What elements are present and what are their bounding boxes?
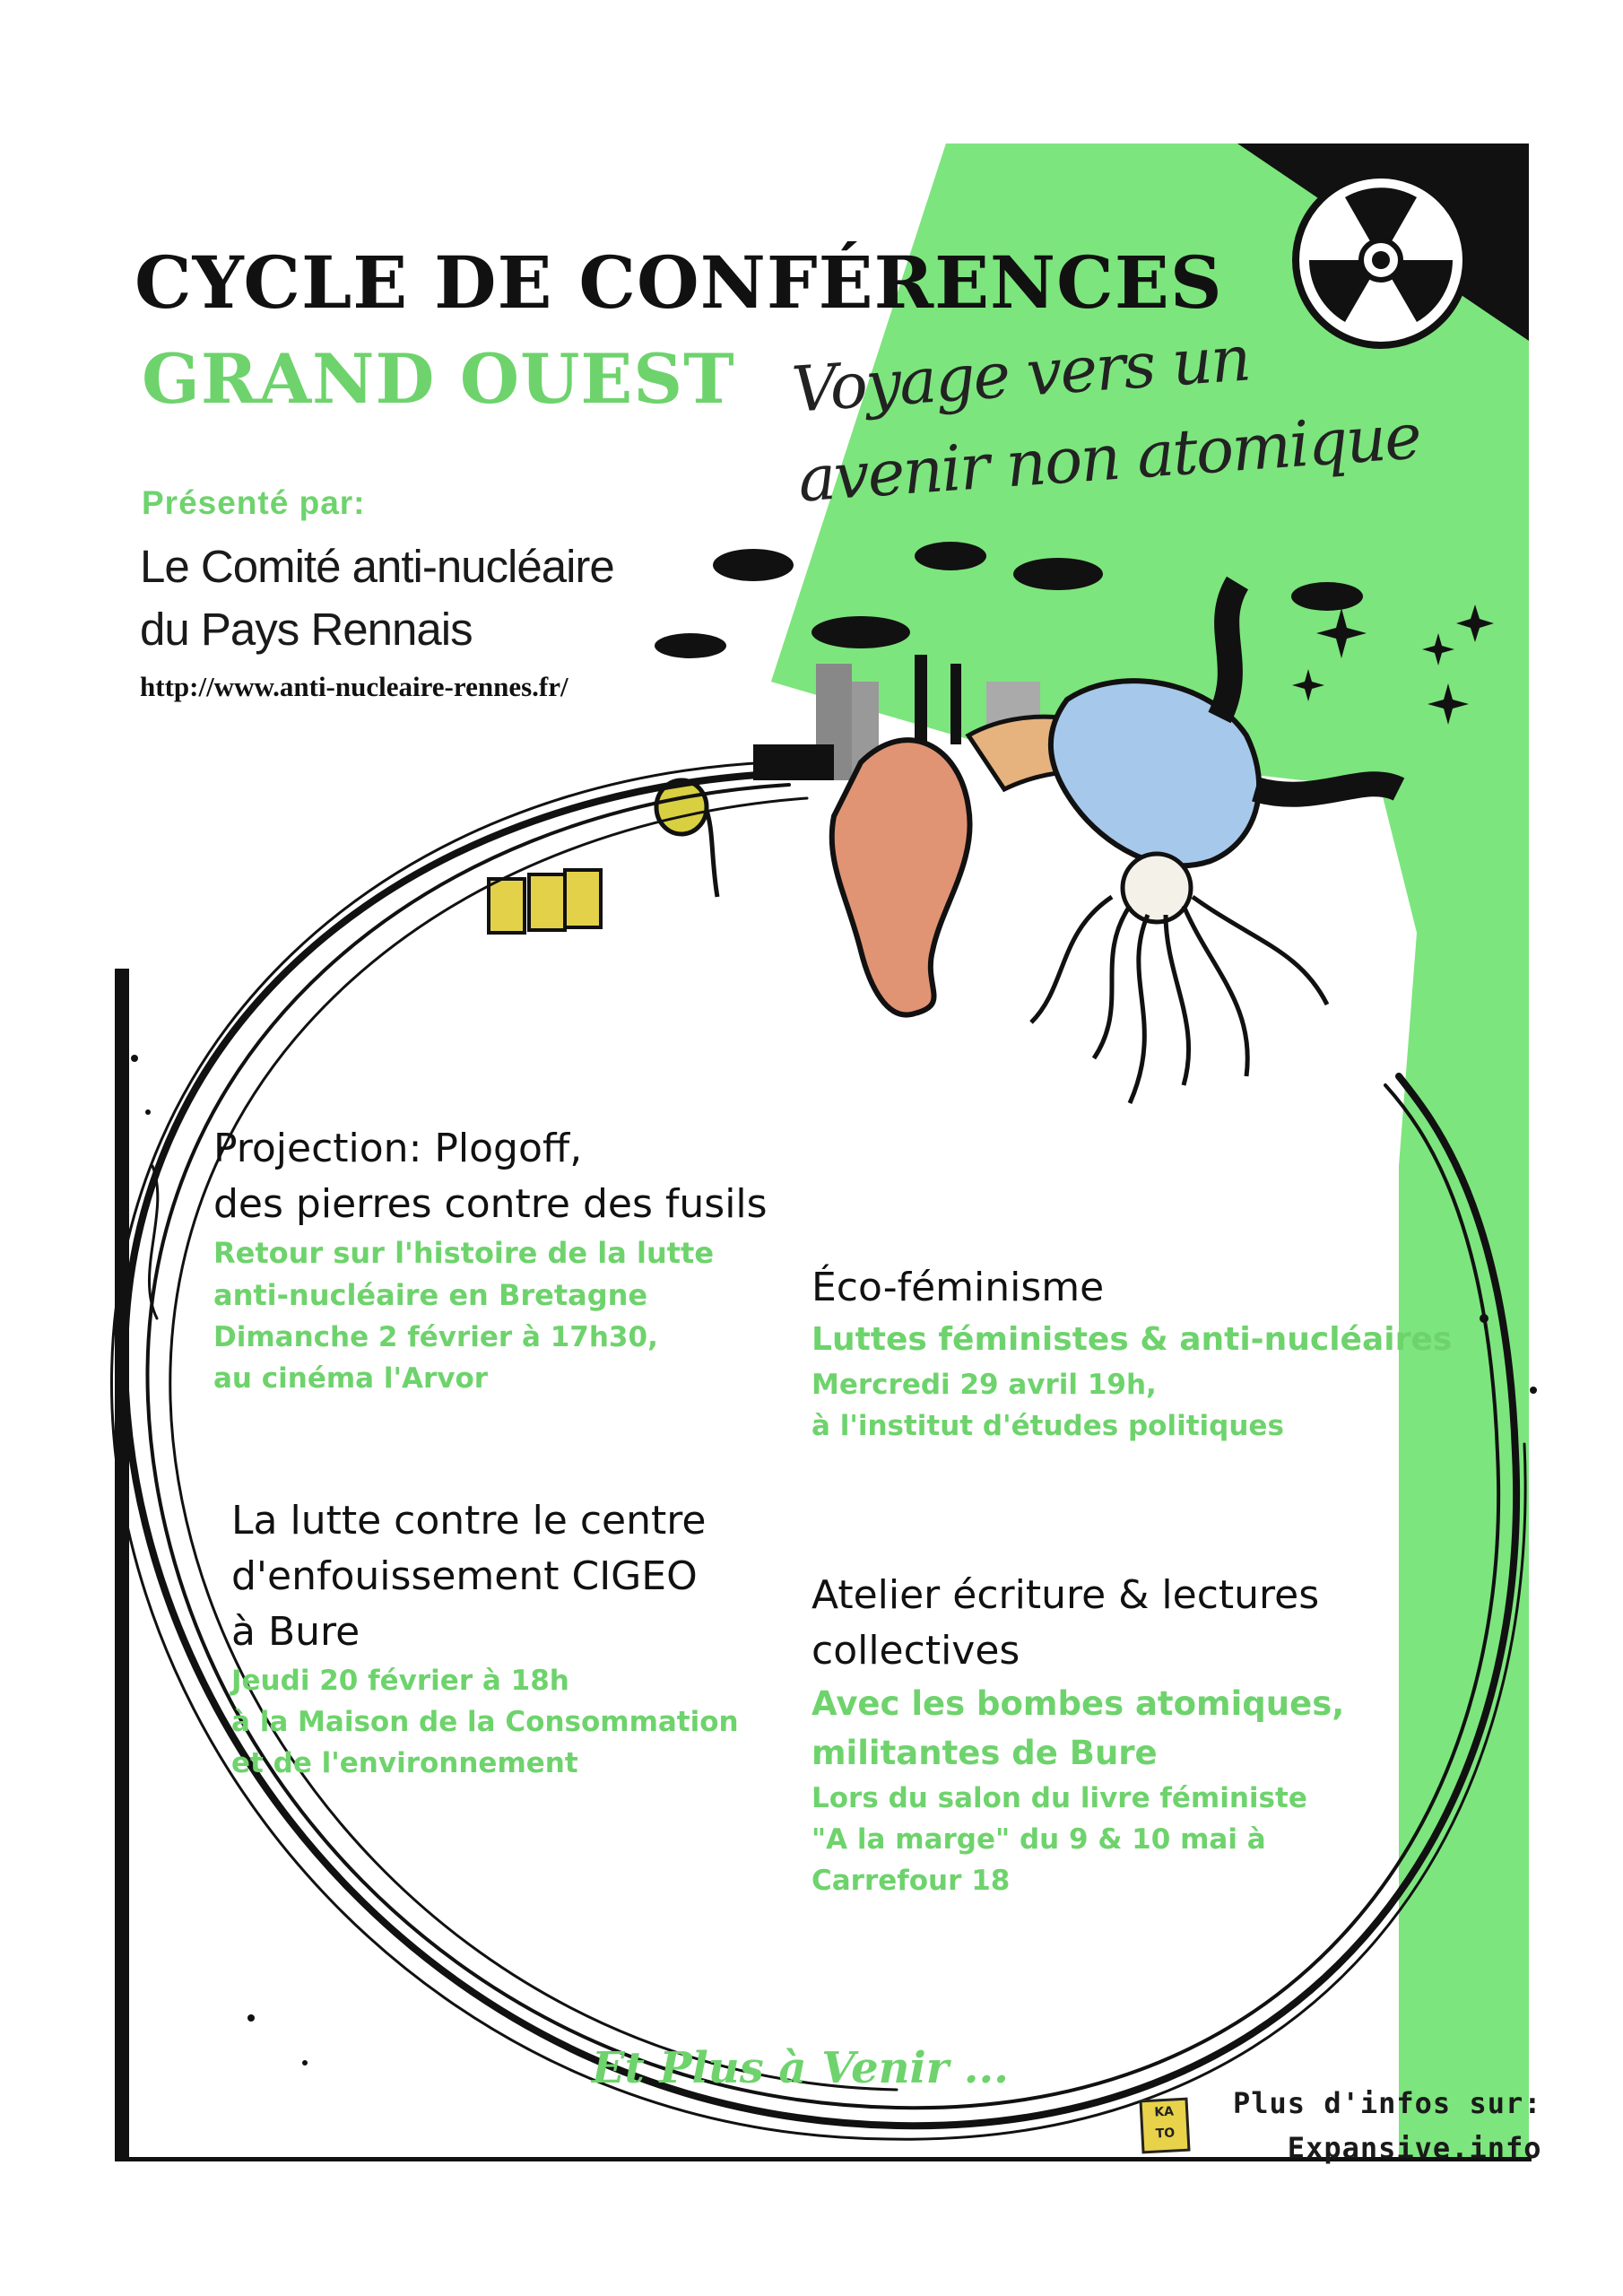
event-detail-line: au cinéma l'Arvor	[213, 1362, 489, 1395]
event-title-line: Atelier écriture & lectures	[812, 1572, 1320, 1618]
event-detail-line: et de l'environnement	[231, 1747, 578, 1779]
poster-subtitle: GRAND OUEST	[142, 339, 735, 419]
event-subtitle-line: militantes de Bure	[812, 1734, 1158, 1772]
girl-head	[1123, 854, 1191, 922]
event-subtitle-line: Retour sur l'histoire de la lutte	[213, 1236, 715, 1270]
event-detail-line: à l'institut d'études politiques	[812, 1410, 1284, 1442]
more-info-label: Plus d'infos sur:	[1233, 2086, 1542, 2120]
event-detail-line: Dimanche 2 février à 17h30,	[213, 1321, 658, 1353]
event-title-line: Projection: Plogoff,	[213, 1126, 583, 1171]
presented-by-label: Présenté par:	[142, 484, 366, 521]
event-cigeo-bure	[231, 1493, 739, 1784]
event-detail-line: Lors du salon du livre féministe	[812, 1782, 1307, 1814]
event-atelier-ecriture	[812, 1568, 1344, 1901]
event-subtitle-line: Luttes féministes & anti-nucléaires	[812, 1321, 1453, 1358]
scribbled-globe	[111, 762, 1525, 2139]
more-info-link[interactable]: Expansive.info	[1287, 2131, 1542, 2165]
handwritten-line-2: avenir non atomique	[795, 399, 1423, 517]
event-detail-line: Jeudi 20 février à 18h	[231, 1665, 569, 1697]
organizer-line-2: du Pays Rennais	[140, 604, 473, 655]
event-title-line: à Bure	[231, 1609, 360, 1655]
more-info	[1233, 2081, 1542, 2170]
organizer-line-1: Le Comité anti-nucléaire	[140, 541, 614, 592]
event-detail-line: Carrefour 18	[812, 1865, 1011, 1897]
fox-figure	[832, 740, 970, 1014]
nuclear-barrels	[489, 870, 601, 933]
event-detail-line: Mercredi 29 avril 19h,	[812, 1369, 1157, 1401]
left-border-bar	[115, 969, 129, 2161]
event-detail-line: à la Maison de la Consommation	[231, 1706, 739, 1738]
event-detail-line: "A la marge" du 9 & 10 mai à	[812, 1823, 1266, 1856]
event-title-line: des pierres contre des fusils	[213, 1181, 768, 1227]
handwritten-line-1: Voyage vers un	[789, 321, 1252, 427]
more-to-come: Et Plus à Venir ...	[592, 2043, 1009, 2093]
organizer-name	[140, 535, 614, 661]
event-subtitle-line: Avec les bombes atomiques,	[812, 1684, 1345, 1723]
event-subtitle-line: anti-nucléaire en Bretagne	[213, 1278, 648, 1312]
poster-title: CYCLE DE CONFÉRENCES	[135, 240, 1223, 325]
girl-hair	[1031, 897, 1327, 1103]
event-plogoff	[213, 1121, 768, 1399]
event-title-line: La lutte contre le centre	[231, 1498, 707, 1544]
event-eco-feminisme	[812, 1260, 1452, 1447]
artist-signature-stamp: KA TO	[1139, 2098, 1190, 2154]
organizer-url-link[interactable]: http://www.anti-nucleaire-rennes.fr/	[140, 671, 568, 702]
event-title-line: Éco-féminisme	[812, 1265, 1105, 1310]
event-title-line: d'enfouissement CIGEO	[231, 1553, 698, 1599]
event-title-line: collectives	[812, 1628, 1020, 1674]
